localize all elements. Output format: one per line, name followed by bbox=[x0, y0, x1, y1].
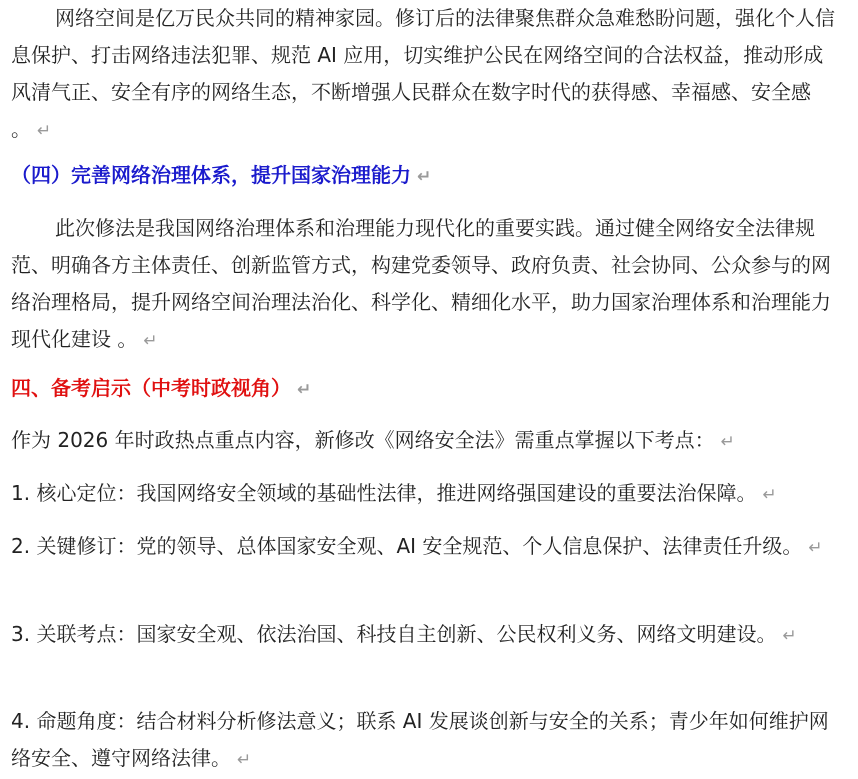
paragraph-mark: ↵ bbox=[808, 538, 823, 558]
paragraph-mark: ↵ bbox=[762, 485, 777, 505]
paragraph-governance: 此次修法是我国网络治理体系和治理能力现代化的重要实践。通过健全网络安全法律规范、明确各方主体责任、创新监管方式，构建党委领导、政府负责、社会协同、公众参与的网络治理格局，提升网络空间治理法治化、科学化、精细化水平，助力国家治理体系和治理能力现代化建设 。 ↵ bbox=[11, 216, 831, 351]
list-item-1: 1. 核心定位：我国网络安全领域的基础性法律，推进网络强国建设的重要法治保障。 ↵ bbox=[11, 481, 777, 505]
list-item-4: 4. 命题角度：结合材料分析修法意义；联系 AI 发展谈创新与安全的关系；青少年如何维护网络安全、遵守网络法律。 ↵ bbox=[11, 709, 829, 770]
paragraph-mark: ↵ bbox=[782, 626, 797, 646]
paragraph-exam-intro: 作为 2026 年时政热点重点内容，新修改《网络安全法》需重点掌握以下考点： ↵ bbox=[11, 428, 735, 452]
paragraph-intro: 网络空间是亿万民众共同的精神家园。修订后的法律聚焦群众急难愁盼问题，强化个人信息保护、打击网络违法犯罪、规范 AI 应用，切实维护公民在网络空间的合法权益，推动形成风清气正、安全有序的网络生态，不断增强人民群众在数字时代的获得感、幸福感、安全感 。 ↵ bbox=[11, 6, 835, 141]
paragraph-mark: ↵ bbox=[417, 167, 432, 187]
section-heading-4: （四）完善网络治理体系，提升国家治理能力 ↵ bbox=[11, 163, 432, 187]
paragraph-mark: ↵ bbox=[237, 750, 252, 770]
list-item-2: 2. 关键修订：党的领导、总体国家安全观、AI 安全规范、个人信息保护、法律责任升级。 ↵ bbox=[11, 534, 823, 558]
paragraph-mark: ↵ bbox=[720, 432, 735, 452]
paragraph-mark: ↵ bbox=[297, 380, 312, 400]
list-item-3: 3. 关联考点：国家安全观、依法治国、科技自主创新、公民权利义务、网络文明建设。 ↵ bbox=[11, 622, 797, 646]
section-heading-exam: 四、备考启示（中考时政视角） ↵ bbox=[11, 376, 312, 400]
paragraph-mark: ↵ bbox=[143, 331, 158, 351]
paragraph-mark: ↵ bbox=[37, 121, 52, 141]
